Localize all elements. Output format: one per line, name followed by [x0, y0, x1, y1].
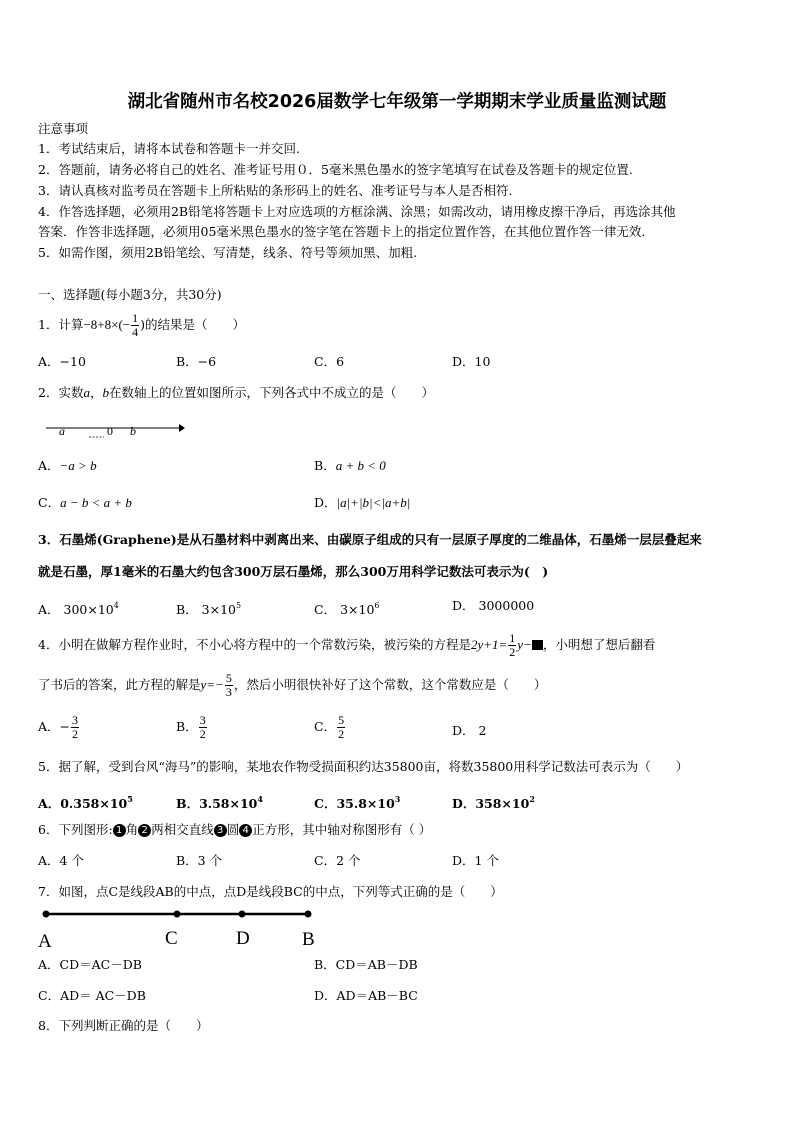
q6-item: 角 — [125, 822, 139, 837]
q4-text-end: ，然后小明很快补好了这个常数，这个常数应是（ ） — [233, 677, 547, 692]
fraction-numerator: 1 — [132, 311, 139, 325]
option-fraction — [199, 714, 207, 741]
question-3-line-1: 3．石墨烯(Graphene)是从石墨材料中剥离出来、由碳原子组成的只有一层原子厚度的二维晶体，石墨烯一层层叠起来 — [38, 532, 702, 547]
question-6-stem — [38, 822, 431, 838]
option-base: D．358×10 — [452, 796, 530, 811]
q4-solution-left: y=− — [200, 677, 224, 692]
notice-item: 答案．作答非选择题，必须用05毫米黑色墨水的签字笔在答题卡上的指定位置作答，在其他位置作答一律无效. — [38, 224, 646, 239]
fraction-numerator: 3 — [72, 713, 79, 727]
q4-option-d — [452, 723, 486, 739]
option-exponent: 3 — [394, 794, 401, 804]
q3-option-b — [176, 598, 241, 618]
arrow-head-icon — [179, 424, 185, 432]
q6-prefix: 6．下列图形: — [38, 822, 113, 837]
notice-item: 3．请认真核对监考员在答题卡上所粘贴的条形码上的姓名、准考证号与本人是否相符. — [38, 183, 513, 198]
q1-fraction — [131, 312, 139, 339]
option-expression: a − b < a + b — [60, 495, 132, 510]
option-value: 3000000 — [478, 598, 535, 613]
option-label: C． — [38, 495, 61, 510]
axis-label-zero: 0 — [107, 424, 113, 438]
axis-label-b: b — [130, 424, 136, 438]
q1-option-c: C．6 — [314, 354, 345, 369]
q3-option-a — [38, 598, 119, 618]
fraction-numerator: 5 — [338, 713, 345, 727]
fraction-denominator: 2 — [72, 727, 79, 741]
q5-option-c — [314, 791, 400, 812]
option-base: C．35.8×10 — [314, 796, 395, 811]
circled-number-2: 2 — [138, 824, 151, 837]
option-base: B．3.58×10 — [176, 796, 258, 811]
option-value: 2 — [478, 723, 487, 738]
q6-item: 圆 — [226, 822, 240, 837]
option-base: 300×10 — [63, 602, 114, 617]
page-title: 湖北省随州市名校2026届数学七年级第一学期期末学业质量监测试题 — [127, 92, 667, 112]
ink-blot-icon — [532, 640, 543, 650]
option-label: D． — [452, 723, 475, 738]
q2-var-b: b — [102, 385, 109, 400]
fraction-numerator: 1 — [509, 631, 516, 645]
option-exponent: 4 — [113, 601, 119, 610]
q6-option-a: A．4 个 — [38, 853, 84, 868]
question-7-stem: 7．如图，点C是线段AB的中点，点D是线段BC的中点，下列等式正确的是（ ） — [38, 884, 503, 899]
option-expression: a + b < 0 — [335, 458, 386, 473]
circled-number-4: 4 — [239, 824, 252, 837]
line-segment-diagram — [36, 904, 326, 950]
q2-stem-b: 在数轴上的位置如图所示，下列各式中不成立的是（ ） — [108, 385, 434, 400]
option-label: A． — [38, 458, 60, 473]
option-exponent: 2 — [529, 794, 535, 804]
q4-option-a — [38, 714, 80, 741]
notice-item: 2．答题前，请务必将自己的姓名、准考证号用０．5毫米黑色墨水的签字笔填写在试卷及答题卡的规定位置. — [38, 162, 633, 177]
option-exponent: 5 — [127, 794, 133, 804]
q3-option-c — [314, 598, 380, 618]
point-a-marker — [43, 911, 50, 918]
question-4-line-2 — [38, 672, 546, 699]
option-base: 3×10 — [201, 602, 237, 617]
point-label-c: C — [165, 928, 178, 949]
option-exponent: 4 — [257, 794, 263, 804]
option-label: D． — [452, 598, 475, 613]
q6-item: 正方形，其中轴对称图形有（ ） — [252, 822, 432, 837]
notice-item: 4．作答选择题，必须用2B铅笔将答题卡上对应选项的方框涂满、涂黑；如需改动，请用橡皮擦干净后，再选涂其他 — [38, 204, 676, 219]
notice-heading: 注意事项 — [38, 121, 89, 136]
option-label: B． — [314, 458, 336, 473]
q2-sep: ， — [89, 385, 103, 400]
q2-var-a: a — [83, 385, 90, 400]
option-label: A． — [38, 602, 60, 617]
point-c-marker — [174, 911, 181, 918]
q6-option-d: D．1 个 — [452, 853, 499, 868]
point-label-a: A — [38, 931, 52, 950]
q4-equation-left: 2y+1= — [470, 637, 508, 652]
point-d-marker — [239, 911, 246, 918]
option-label: B． — [176, 602, 198, 617]
fraction-denominator: 3 — [225, 685, 232, 699]
fraction-numerator: 3 — [199, 713, 206, 727]
point-b-marker — [305, 911, 312, 918]
option-expression: −a > b — [59, 458, 97, 473]
fraction-denominator: 4 — [132, 325, 139, 339]
q2-option-d — [314, 495, 410, 511]
q4-text: 了书后的答案，此方程的解是 — [38, 677, 201, 692]
q4-equation-fraction — [508, 632, 516, 659]
option-sign: − — [59, 719, 71, 734]
option-exponent: 5 — [236, 601, 242, 610]
q1-option-a: A．−10 — [38, 354, 86, 369]
option-label: C． — [314, 602, 337, 617]
q3-option-d — [452, 598, 534, 614]
option-exponent: 6 — [374, 601, 380, 610]
fraction-denominator: 2 — [338, 727, 345, 741]
option-label: B． — [176, 719, 198, 734]
option-label: D． — [314, 495, 337, 510]
option-fraction — [71, 714, 79, 741]
circled-number-1: 1 — [113, 824, 126, 837]
section-heading: 一、选择题(每小题3分，共30分) — [38, 287, 222, 302]
q5-option-a — [38, 791, 133, 812]
q2-stem-a: 2．实数 — [38, 385, 84, 400]
q7-option-a: A．CD＝AC－DB — [38, 957, 142, 972]
notice-item: 5．如需作图，须用2B铅笔绘、写清楚，线条、符号等须加黑、加粗. — [38, 245, 418, 260]
q5-option-d — [452, 791, 535, 812]
q1-suffix: )的结果是（ ） — [140, 317, 245, 332]
option-label: C． — [314, 719, 337, 734]
q6-item: 两相交直线 — [151, 822, 214, 837]
q2-option-b — [314, 458, 386, 474]
q6-option-b: B．3 个 — [176, 853, 223, 868]
axis-label-a: a — [59, 424, 65, 438]
notice-item: 1．考试结束后，请将本试卷和答题卡一并交回. — [38, 141, 300, 156]
q4-option-b — [176, 714, 208, 741]
fraction-denominator: 2 — [509, 645, 516, 659]
q1-expression: −8+8×(− — [83, 317, 131, 332]
q7-option-b: B．CD＝AB－DB — [314, 957, 418, 972]
fraction-numerator: 5 — [225, 671, 232, 685]
number-line-diagram — [44, 418, 189, 444]
q2-option-c — [38, 495, 132, 511]
point-label-b: B — [302, 929, 315, 950]
option-base: 3×10 — [340, 602, 375, 617]
question-3-line-2: 就是石墨，厚1毫米的石墨大约包含300万层石墨烯，那么300万用科学记数法可表示为( ) — [38, 564, 549, 579]
point-label-d: D — [236, 928, 250, 949]
q1-prefix: 1．计算 — [38, 317, 84, 332]
question-1-stem — [38, 312, 245, 339]
question-2-stem — [38, 385, 434, 401]
q1-option-d: D．10 — [452, 354, 491, 369]
option-base: A．0.358×10 — [38, 796, 128, 811]
q1-option-b: B．−6 — [176, 354, 217, 369]
question-4-line-1 — [38, 632, 655, 659]
q4-text-end: ，小明想了想后翻看 — [542, 637, 656, 652]
q6-option-c: C．2 个 — [314, 853, 361, 868]
fraction-denominator: 2 — [199, 727, 206, 741]
q4-solution-fraction — [225, 672, 233, 699]
q4-text: 4．小明在做解方程作业时，不小心将方程中的一个常数污染，被污染的方程是 — [38, 637, 471, 652]
question-5-stem: 5．据了解，受到台风“海马”的影响，某地农作物受损面积约达35800亩，将数35800用科学记数法可表示为（ ） — [38, 759, 689, 774]
option-fraction — [337, 714, 345, 741]
q7-option-c: C．AD＝ AC－DB — [38, 988, 146, 1003]
q4-equation-right: y− — [517, 637, 532, 652]
question-8-stem: 8．下列判断正确的是（ ） — [38, 1018, 209, 1033]
q4-option-c — [314, 714, 346, 741]
option-label: A． — [38, 719, 60, 734]
option-expression: |a|+|b|<|a+b| — [336, 495, 411, 510]
q5-option-b — [176, 791, 263, 812]
circled-number-3: 3 — [214, 824, 227, 837]
q2-option-a — [38, 458, 97, 474]
q7-option-d: D．AD＝AB－BC — [314, 988, 418, 1003]
